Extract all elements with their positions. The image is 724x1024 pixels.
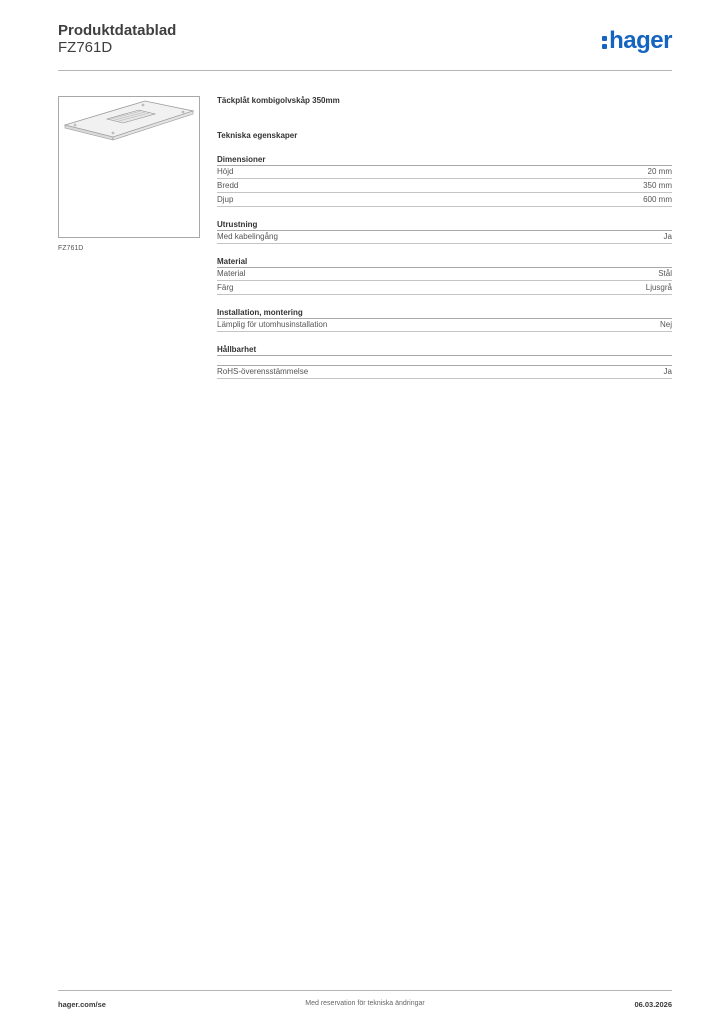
spec-row (217, 319, 672, 332)
logo-wordmark: hager (609, 27, 672, 54)
spec-row (217, 366, 672, 379)
spec-label: RoHS-överensstämmelse (217, 367, 309, 376)
spec-value: Ja (663, 367, 672, 376)
spec-value: Ja (663, 232, 672, 241)
logo-dot-top (602, 36, 607, 41)
spec-value: Ljusgrå (645, 283, 672, 292)
section-title: Dimensioner (217, 154, 672, 166)
spec-label: Material (217, 269, 246, 278)
spec-row (217, 268, 672, 281)
spec-row (217, 281, 672, 295)
spec-value: 20 mm (647, 167, 672, 176)
section-installation (217, 307, 672, 332)
technical-properties-heading: Tekniska egenskaper (217, 131, 298, 140)
section-title: Installation, montering (217, 307, 672, 319)
spec-label: Med kabelingång (217, 232, 278, 241)
product-details (217, 95, 672, 379)
spec-value: Nej (659, 320, 672, 329)
section-title: Material (217, 256, 672, 268)
spec-row (217, 166, 672, 179)
footer-website: hager.com/se (58, 1000, 106, 1009)
section-material (217, 256, 672, 295)
spec-value: 350 mm (643, 181, 672, 190)
spec-row (217, 179, 672, 193)
section-equipment (217, 219, 672, 244)
hager-logo (602, 28, 672, 54)
page-header (58, 20, 672, 71)
cover-plate-illustration (59, 97, 199, 237)
page-footer (58, 990, 672, 1021)
spec-row (217, 193, 672, 207)
product-image (58, 96, 200, 238)
section-sustainability (217, 344, 672, 379)
spec-row (217, 231, 672, 244)
logo-dot-bottom (602, 44, 607, 49)
spec-value: Stål (658, 269, 672, 278)
image-caption: FZ761D (58, 245, 84, 252)
section-spacer (217, 356, 672, 366)
logo-colon-mark (602, 36, 607, 49)
product-code: FZ761D (58, 39, 113, 56)
spec-label: Färg (217, 283, 234, 292)
product-name: Täckplåt kombigolvskåp 350mm (217, 96, 340, 105)
spec-label: Bredd (217, 181, 239, 190)
footer-disclaimer: Med reservation för tekniska ändringar (305, 1000, 425, 1007)
section-title: Utrustning (217, 219, 672, 231)
spec-value: 600 mm (643, 195, 672, 204)
document-title: Produktdatablad (58, 22, 177, 39)
spec-label: Höjd (217, 167, 234, 176)
section-title: Hållbarhet (217, 344, 672, 356)
section-dimensions (217, 154, 672, 207)
footer-date: 06.03.2026 (634, 1000, 672, 1009)
spec-label: Lämplig för utomhusinstallation (217, 320, 328, 329)
spec-label: Djup (217, 195, 234, 204)
